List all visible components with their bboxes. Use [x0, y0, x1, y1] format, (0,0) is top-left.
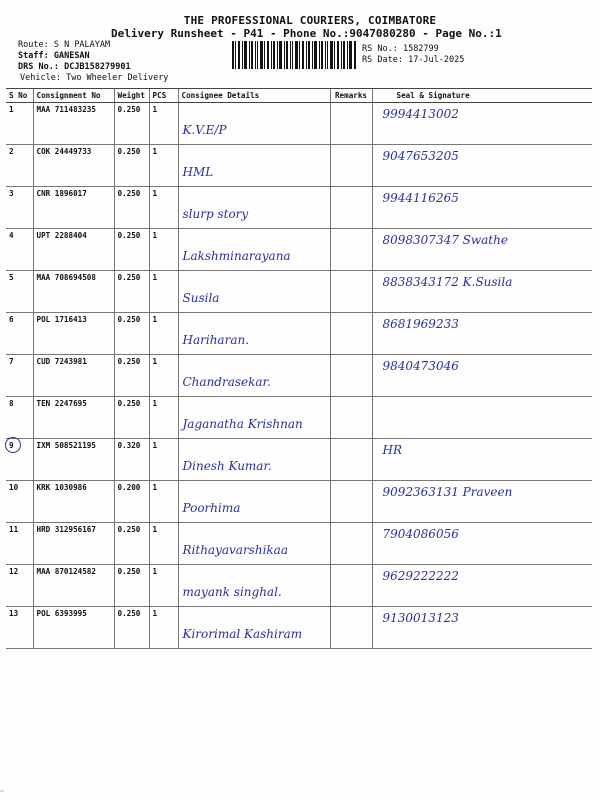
staff-value: GANESAN — [53, 51, 90, 61]
consignment-number: COK 24449733 — [33, 145, 114, 187]
serial-number-cell — [6, 355, 33, 397]
serial-number: 6 — [9, 315, 14, 324]
handwritten-signature: 8681969233 — [382, 317, 459, 331]
serial-number-cell — [6, 145, 33, 187]
route-line — [18, 40, 110, 50]
consignment-number: KRK 1030986 — [33, 481, 114, 523]
serial-number: 12 — [9, 567, 19, 576]
consignee-details-cell — [178, 271, 330, 313]
remarks-cell — [330, 481, 372, 523]
pieces-count: 1 — [149, 103, 178, 145]
handwritten-consignee-name: K.V.E/P — [182, 123, 227, 137]
seal-signature-cell — [372, 187, 592, 229]
handwritten-consignee-name: Jaganatha Krishnan — [182, 417, 303, 431]
table-row — [6, 187, 592, 229]
serial-number: 13 — [9, 609, 19, 618]
remarks-cell — [330, 523, 372, 565]
handwritten-signature: 9629222222 — [382, 569, 459, 583]
table-row — [6, 271, 592, 313]
weight-value: 0.250 — [114, 187, 149, 229]
pieces-count: 1 — [149, 145, 178, 187]
consignee-details-cell — [178, 565, 330, 607]
circled-mark — [5, 437, 21, 453]
handwritten-signature: 8838343172 K.Susila — [382, 275, 513, 289]
col-header-consignee: Consignee Details — [178, 89, 330, 103]
serial-number: 7 — [9, 357, 14, 366]
consignee-details-cell — [178, 313, 330, 355]
serial-number-cell — [6, 187, 33, 229]
table-row — [6, 481, 592, 523]
consignment-number: MAA 708694508 — [33, 271, 114, 313]
col-header-consignment: Consignment No — [33, 89, 114, 103]
table-row — [6, 229, 592, 271]
serial-number-cell — [6, 397, 33, 439]
consignee-details-cell — [178, 229, 330, 271]
weight-value: 0.250 — [114, 229, 149, 271]
handwritten-consignee-name: Kirorimal Kashiram — [182, 627, 303, 641]
weight-value: 0.320 — [114, 439, 149, 481]
consignment-number: POL 1716413 — [33, 313, 114, 355]
company-name: THE PROFESSIONAL COURIERS, COIMBATORE — [183, 14, 437, 27]
serial-number: 11 — [9, 525, 19, 534]
table-header-row — [6, 89, 592, 103]
runsheet-title: Delivery Runsheet - P41 - Phone No.:9047080280 - Page No.:1 — [111, 27, 502, 40]
consignment-number: POL 6393995 — [33, 607, 114, 649]
handwritten-consignee-name: mayank singhal. — [182, 585, 282, 599]
handwritten-consignee-name: Susila — [182, 291, 220, 305]
consignee-details-cell — [178, 523, 330, 565]
weight-value: 0.250 — [114, 565, 149, 607]
remarks-cell — [330, 355, 372, 397]
drs-label: DRS No.: — [18, 62, 59, 72]
serial-number: 2 — [9, 147, 14, 156]
serial-number: 3 — [9, 189, 14, 198]
staff-line — [18, 51, 90, 61]
consignee-details-cell — [178, 607, 330, 649]
weight-value: 0.250 — [114, 103, 149, 145]
weight-value: 0.250 — [114, 313, 149, 355]
col-header-seal: Seal & Signature — [372, 89, 592, 103]
table-row — [6, 565, 592, 607]
handwritten-consignee-name: Poorhima — [182, 501, 241, 515]
serial-number: 8 — [9, 399, 14, 408]
handwritten-signature: 8098307347 Swathe — [382, 233, 508, 247]
route-value: S N PALAYAM — [53, 40, 111, 50]
consignee-details-cell — [178, 103, 330, 145]
serial-number-cell — [6, 313, 33, 355]
table-row — [6, 103, 592, 145]
remarks-cell — [330, 607, 372, 649]
remarks-cell — [330, 271, 372, 313]
consignment-number: MAA 711483235 — [33, 103, 114, 145]
remarks-cell — [330, 313, 372, 355]
drs-value: DCJB158279901 — [64, 62, 131, 72]
table-row — [6, 313, 592, 355]
table-row — [6, 607, 592, 649]
col-header-remarks: Remarks — [330, 89, 372, 103]
vehicle-line — [20, 73, 168, 83]
remarks-cell — [330, 229, 372, 271]
consignee-details-cell — [178, 439, 330, 481]
serial-number-cell — [6, 271, 33, 313]
weight-value: 0.250 — [114, 355, 149, 397]
serial-number: 4 — [9, 231, 14, 240]
pieces-count: 1 — [149, 439, 178, 481]
table-row — [6, 397, 592, 439]
serial-number: 9 — [9, 441, 14, 450]
barcode — [232, 41, 356, 69]
pieces-count: 1 — [149, 397, 178, 439]
table-row — [6, 355, 592, 397]
handwritten-signature: 9840473046 — [382, 359, 459, 373]
col-header-pcs: PCS — [149, 89, 178, 103]
pieces-count: 1 — [149, 355, 178, 397]
serial-number-cell — [6, 103, 33, 145]
handwritten-consignee-name: HML — [182, 165, 214, 179]
remarks-cell — [330, 187, 372, 229]
weight-value: 0.200 — [114, 481, 149, 523]
weight-value: 0.250 — [114, 607, 149, 649]
consignment-number: CUD 7243981 — [33, 355, 114, 397]
table-row — [6, 523, 592, 565]
handwritten-consignee-name: Dinesh Kumar. — [182, 459, 272, 473]
seal-signature-cell — [372, 229, 592, 271]
serial-number-cell — [6, 481, 33, 523]
drs-line — [18, 62, 131, 72]
handwritten-signature: 9994413002 — [382, 107, 459, 121]
consignment-number: HRD 312956167 — [33, 523, 114, 565]
vehicle-value: Two Wheeler Delivery — [66, 73, 169, 83]
pieces-count: 1 — [149, 481, 178, 523]
remarks-cell — [330, 397, 372, 439]
handwritten-consignee-name: Lakshminarayana — [182, 249, 291, 263]
serial-number: 10 — [9, 483, 19, 492]
handwritten-consignee-name: Chandrasekar. — [182, 375, 271, 389]
serial-number-cell — [6, 607, 33, 649]
runsheet-table — [6, 88, 592, 649]
rs-no-line — [362, 44, 439, 54]
handwritten-signature: 9944116265 — [382, 191, 459, 205]
consignment-number: CNR 1896017 — [33, 187, 114, 229]
table-row — [6, 439, 592, 481]
seal-signature-cell — [372, 439, 592, 481]
handwritten-consignee-name: slurp story — [182, 207, 249, 221]
weight-value: 0.250 — [114, 397, 149, 439]
seal-signature-cell — [372, 355, 592, 397]
seal-signature-cell — [372, 271, 592, 313]
handwritten-signature: 7904086056 — [382, 527, 459, 541]
seal-signature-cell — [372, 607, 592, 649]
seal-signature-cell — [372, 397, 592, 439]
pieces-count: 1 — [149, 523, 178, 565]
consignee-details-cell — [178, 481, 330, 523]
consignment-number: TEN 2247695 — [33, 397, 114, 439]
serial-number-cell — [6, 523, 33, 565]
rs-no-label: RS No.: — [362, 44, 398, 54]
pieces-count: 1 — [149, 187, 178, 229]
handwritten-consignee-name: Hariharan. — [182, 333, 250, 347]
col-header-weight: Weight — [114, 89, 149, 103]
handwritten-signature: 9092363131 Praveen — [382, 485, 513, 499]
consignee-details-cell — [178, 397, 330, 439]
consignee-details-cell — [178, 355, 330, 397]
rs-no-value: 1582799 — [402, 44, 439, 54]
handwritten-consignee-name: Rithayavarshikaa — [182, 543, 288, 557]
rs-date-line — [362, 55, 464, 65]
remarks-cell — [330, 439, 372, 481]
pieces-count: 1 — [149, 607, 178, 649]
rs-date-value: 17-Jul-2025 — [408, 55, 465, 65]
seal-signature-cell — [372, 103, 592, 145]
pieces-count: 1 — [149, 271, 178, 313]
handwritten-signature: 9047653205 — [382, 149, 459, 163]
remarks-cell — [330, 145, 372, 187]
weight-value: 0.250 — [114, 523, 149, 565]
col-header-sno: S No — [6, 89, 33, 103]
handwritten-signature: 9130013123 — [382, 611, 459, 625]
handwritten-signature: HR — [382, 443, 402, 457]
consignee-details-cell — [178, 145, 330, 187]
consignment-number: UPT 2288404 — [33, 229, 114, 271]
seal-signature-cell — [372, 523, 592, 565]
table-body — [6, 103, 592, 649]
seal-signature-cell — [372, 313, 592, 355]
route-label: Route: — [18, 40, 49, 50]
seal-signature-cell — [372, 145, 592, 187]
vehicle-label: Vehicle: — [20, 73, 61, 83]
rs-date-label: RS Date: — [362, 55, 403, 65]
pieces-count: 1 — [149, 313, 178, 355]
serial-number: 5 — [9, 273, 14, 282]
consignee-details-cell — [178, 187, 330, 229]
consignment-number: MAA 870124582 — [33, 565, 114, 607]
remarks-cell — [330, 103, 372, 145]
serial-number-cell — [6, 565, 33, 607]
weight-value: 0.250 — [114, 145, 149, 187]
weight-value: 0.250 — [114, 271, 149, 313]
staff-label: Staff: — [18, 51, 49, 61]
remarks-cell — [330, 565, 372, 607]
table-row — [6, 145, 592, 187]
seal-signature-cell — [372, 481, 592, 523]
serial-number: 1 — [9, 105, 14, 114]
seal-signature-cell — [372, 565, 592, 607]
pieces-count: 1 — [149, 229, 178, 271]
page-corner-mark: ~ — [0, 788, 4, 795]
serial-number-cell — [6, 229, 33, 271]
consignment-number: IXM 508521195 — [33, 439, 114, 481]
pieces-count: 1 — [149, 565, 178, 607]
serial-number-cell — [6, 439, 33, 481]
